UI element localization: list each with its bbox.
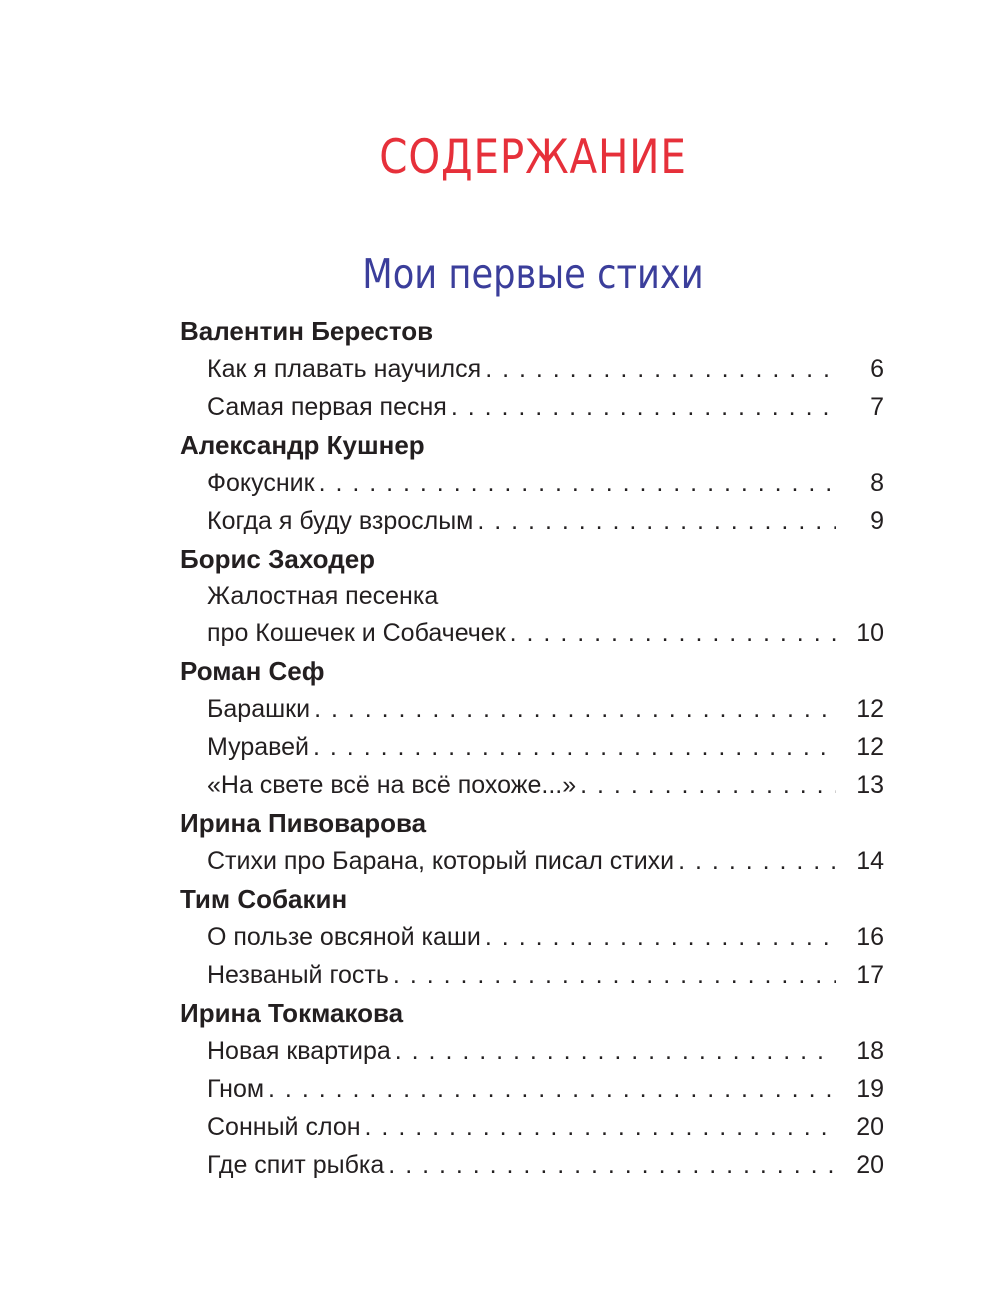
toc-author: Тим Собакин: [180, 884, 348, 914]
toc-entry-title: О пользе овсяной каши: [207, 923, 481, 951]
toc-page-number: 19: [856, 1075, 884, 1103]
toc-entry[interactable]: [180, 1108, 884, 1146]
toc-dot-leader: [485, 918, 836, 956]
toc-page-number: 8: [870, 469, 884, 497]
toc-page-number: 12: [856, 695, 884, 723]
toc-entry-title: Незваный гость: [207, 961, 389, 989]
toc-entry-title: Муравей: [207, 733, 310, 761]
toc-author: Александр Кушнер: [180, 430, 425, 460]
toc-entry-title: Барашки: [207, 695, 311, 723]
toc-entry[interactable]: [180, 918, 884, 956]
toc-page-number: 16: [856, 923, 884, 951]
toc-entry-title: Самая первая песня: [207, 393, 447, 421]
toc-entry[interactable]: [180, 614, 884, 652]
toc-entry[interactable]: [180, 766, 884, 804]
toc-author: Ирина Пивоварова: [180, 808, 427, 838]
toc-page-number: 20: [856, 1113, 884, 1141]
toc-entry[interactable]: [180, 842, 884, 880]
toc-dot-leader: [580, 766, 836, 804]
toc-entry-title: Стихи про Барана, который писал стихи: [207, 847, 675, 875]
toc-author: Ирина Токмакова: [180, 998, 404, 1028]
toc-entry-title: Гном: [207, 1075, 265, 1103]
toc-page-number: 18: [856, 1037, 884, 1065]
toc-dot-leader: [477, 502, 836, 540]
toc-dot-leader: [395, 1032, 836, 1070]
toc-dot-leader: [393, 956, 836, 994]
toc-entry-title: Когда я буду взрослым: [207, 507, 474, 535]
toc-entry-title: Фокусник: [207, 469, 315, 497]
toc-entry[interactable]: [180, 1146, 884, 1184]
toc-dot-leader: [314, 690, 836, 728]
toc-dot-leader: [510, 614, 836, 652]
toc-page-number: 13: [856, 771, 884, 799]
toc-page-number: 14: [856, 847, 884, 875]
toc-entry-title-first-line[interactable]: Жалостная песенка: [207, 582, 439, 610]
toc-entry[interactable]: [180, 388, 884, 426]
page-title: СОДЕРЖАНИЕ: [379, 130, 687, 185]
toc-page-number: 9: [870, 507, 884, 535]
toc-author: Борис Заходер: [180, 544, 376, 574]
toc-page-number: 12: [856, 733, 884, 761]
toc-dot-leader: [319, 464, 836, 502]
toc-entry-title: Сонный слон: [207, 1113, 361, 1141]
toc-page-number: 20: [856, 1151, 884, 1179]
toc-page-number: 6: [870, 355, 884, 383]
toc-entry-title: Новая квартира: [207, 1037, 391, 1065]
toc-dot-leader: [365, 1108, 836, 1146]
toc-entry[interactable]: [180, 1032, 884, 1070]
toc-page-number: 17: [856, 961, 884, 989]
toc-entry[interactable]: [180, 502, 884, 540]
toc-entry-title: про Кошечек и Собачечек: [207, 619, 506, 647]
toc-entry[interactable]: [180, 464, 884, 502]
toc-dot-leader: [268, 1070, 836, 1108]
toc-dot-leader: [451, 388, 836, 426]
toc-entry[interactable]: [180, 956, 884, 994]
toc-entry[interactable]: [180, 690, 884, 728]
toc-page-number: 10: [856, 619, 884, 647]
toc-entry-title: Как я плавать научился: [207, 355, 482, 383]
toc-dot-leader: [388, 1146, 836, 1184]
toc-entry[interactable]: [180, 728, 884, 766]
toc-author: Валентин Берестов: [180, 316, 434, 346]
toc-entry-title: Где спит рыбка: [207, 1151, 385, 1179]
toc-dot-leader: [678, 842, 836, 880]
toc-dot-leader: [485, 350, 836, 388]
toc-entry[interactable]: [180, 1070, 884, 1108]
toc-entry-title: «На свете всё на всё похоже...»: [207, 771, 577, 799]
toc-page-number: 7: [870, 393, 884, 421]
toc-entry[interactable]: [180, 350, 884, 388]
toc-author: Роман Сеф: [180, 656, 325, 686]
table-of-contents: [180, 312, 884, 1184]
toc-dot-leader: [313, 728, 836, 766]
section-title: Мои первые стихи: [362, 250, 704, 298]
